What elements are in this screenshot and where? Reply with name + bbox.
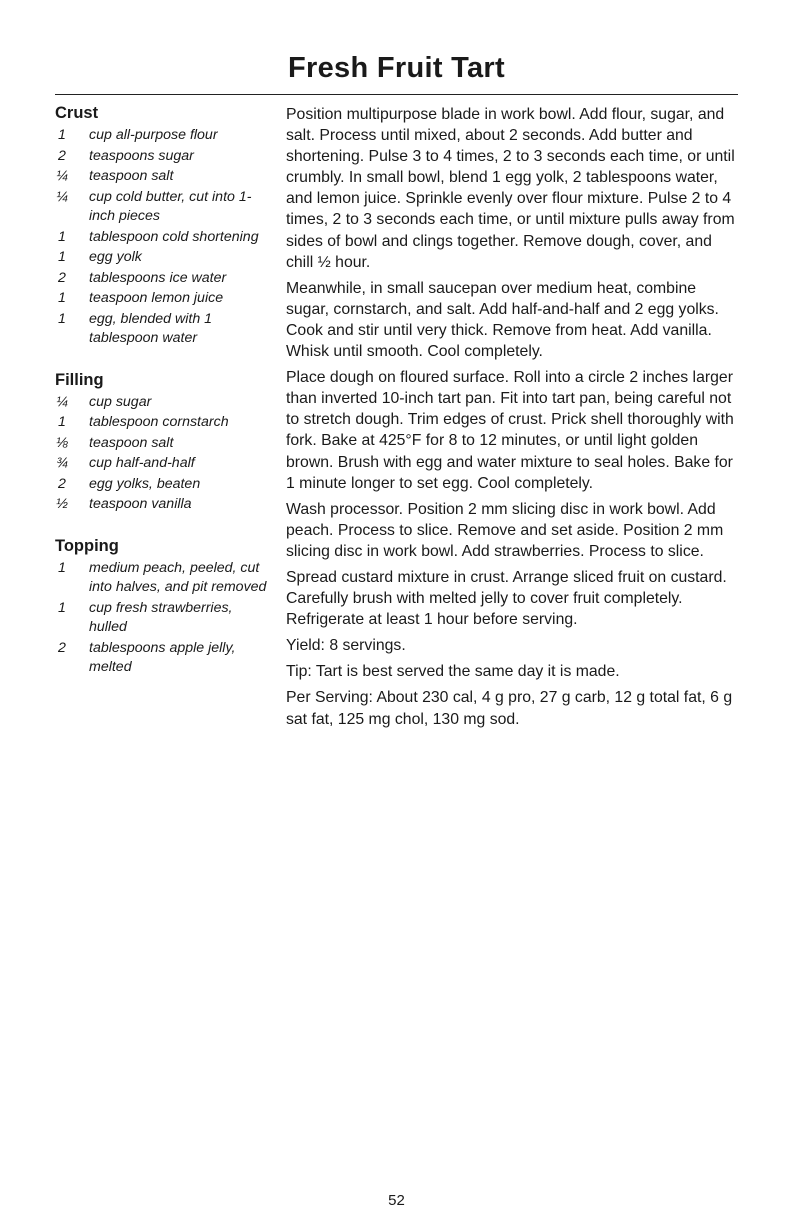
ingredient-item [55, 126, 270, 146]
nutrition-line: Per Serving: About 230 cal, 4 g pro, 27 g carb, 12 g total fat, 6 g sat fat, 125 mg chol, 130 mg sod. [286, 689, 733, 728]
instruction-paragraph: Spread custard mixture in crust. Arrange sliced fruit on custard. Carefully brush with melted jelly to cover fruit completely. Refrigerate at least 1 hour before serving. [286, 568, 727, 629]
ingredient-item [55, 310, 270, 349]
ingredient-text: tablespoons ice water [89, 269, 227, 286]
ingredient-text: egg yolks, beaten [89, 475, 201, 492]
ingredient-qty: ¼ [56, 188, 68, 205]
section-heading: Topping [55, 536, 119, 555]
ingredient-item [55, 147, 270, 167]
ingredients-column [55, 104, 270, 700]
ingredient-item [55, 228, 270, 248]
ingredient-text: teaspoon salt [89, 434, 174, 451]
ingredient-text: teaspoons sugar [89, 147, 194, 164]
ingredient-item [55, 269, 270, 289]
ingredient-item [55, 167, 270, 187]
ingredient-text: tablespoon cold shortening [89, 228, 259, 245]
ingredient-qty: ½ [56, 496, 68, 512]
ingredient-item [55, 289, 270, 309]
instruction-paragraph: Meanwhile, in small saucepan over medium heat, combine sugar, cornstarch, and salt. Add half-and-half and 2 egg yolks. Cook and stir until very thick. Remove from heat. Add vanilla. Whisk until smooth. Cool completely. [286, 279, 719, 361]
ingredient-text: cup half-and-half [89, 455, 195, 471]
ingredient-text: cup cold butter, cut into 1-inch pieces [89, 188, 252, 224]
ingredient-text: egg, blended with 1 tablespoon water [89, 310, 213, 346]
ingredient-qty: 2 [58, 475, 66, 492]
ingredient-qty: 1 [58, 249, 66, 265]
ingredient-qty: 2 [58, 147, 66, 164]
ingredient-qty: 2 [58, 269, 66, 286]
title-rule [55, 94, 738, 95]
ingredient-text: cup all-purpose flour [89, 127, 218, 143]
section-topping [55, 537, 270, 678]
ingredient-qty: 1 [58, 310, 66, 327]
section-crust [55, 104, 270, 349]
ingredient-text: tablespoons apple jelly, melted [89, 639, 236, 675]
ingredient-qty: 1 [58, 290, 66, 306]
ingredient-qty: 1 [58, 127, 66, 143]
instruction-paragraph: Position multipurpose blade in work bowl. Add flour, sugar, and salt. Process until mixed, about 2 seconds. Add butter and shortening. Pulse 3 to 4 times, 2 to 3 seconds each time, or until crumbly. In small bowl, blend 1 egg yolk, 2 tablespoons water, and lemon juice. Sprinkle evenly over flour mixture. Pulse 2 to 4 times, 2 to 3 seconds each time, or until mixture pulls away from sides of bowl and clings together. Remove dough, cover, and chill ½ hour. [286, 106, 735, 271]
ingredient-item [55, 454, 270, 474]
ingredient-qty: ¼ [56, 393, 68, 410]
tip-line: Tip: Tart is best served the same day it is made. [286, 663, 620, 681]
ingredient-qty: ⅛ [56, 434, 68, 451]
ingredient-item [55, 639, 270, 678]
section-heading: Crust [55, 104, 99, 122]
ingredient-item [55, 599, 270, 638]
page-number: 52 [388, 1192, 405, 1209]
ingredient-item [55, 413, 270, 433]
ingredient-qty: 1 [58, 559, 66, 576]
ingredient-text: cup fresh strawberries, hulled [89, 599, 233, 635]
page-title: Fresh Fruit Tart [288, 52, 505, 84]
ingredient-text: cup sugar [89, 393, 152, 410]
section-filling [55, 371, 270, 515]
ingredient-qty: 1 [58, 599, 66, 616]
ingredient-item [55, 495, 270, 515]
instruction-paragraph: Place dough on floured surface. Roll into a circle 2 inches larger than inverted 10-inch tart pan. Fit into tart pan, being careful not to stretch dough. Trim edges of crust. Prick shell thoroughly with fork. Bake at 425°F for 8 to 12 minutes, or until light golden brown. Brush with egg and water mixture to seal holes. Bake for 1 minute longer to set egg. Cool completely. [286, 369, 734, 492]
yield-line: Yield: 8 servings. [286, 637, 406, 655]
ingredient-item [55, 393, 270, 413]
ingredient-text: medium peach, peeled, cut into halves, and pit removed [89, 559, 267, 595]
ingredient-text: tablespoon cornstarch [89, 414, 229, 430]
ingredient-item [55, 188, 270, 227]
ingredient-qty: ¼ [56, 168, 68, 184]
ingredient-item [55, 475, 270, 495]
ingredient-qty: 1 [58, 228, 66, 245]
ingredient-text: egg yolk [89, 249, 142, 265]
ingredient-qty: 2 [58, 639, 66, 656]
ingredient-text: teaspoon vanilla [89, 496, 192, 512]
instruction-paragraph: Wash processor. Position 2 mm slicing disc in work bowl. Add peach. Process to slice. Remove and set aside. Position 2 mm slicing disc in work bowl. Add strawberries. Process to slice. [286, 500, 724, 560]
ingredient-item [55, 248, 270, 268]
ingredient-text: teaspoon salt [89, 168, 174, 184]
ingredient-qty: ¾ [56, 455, 68, 471]
ingredient-text: teaspoon lemon juice [89, 290, 224, 306]
ingredient-qty: 1 [58, 414, 66, 430]
ingredient-item [55, 434, 270, 454]
ingredient-item [55, 559, 270, 598]
section-heading: Filling [55, 370, 104, 389]
instructions-column [286, 104, 741, 735]
